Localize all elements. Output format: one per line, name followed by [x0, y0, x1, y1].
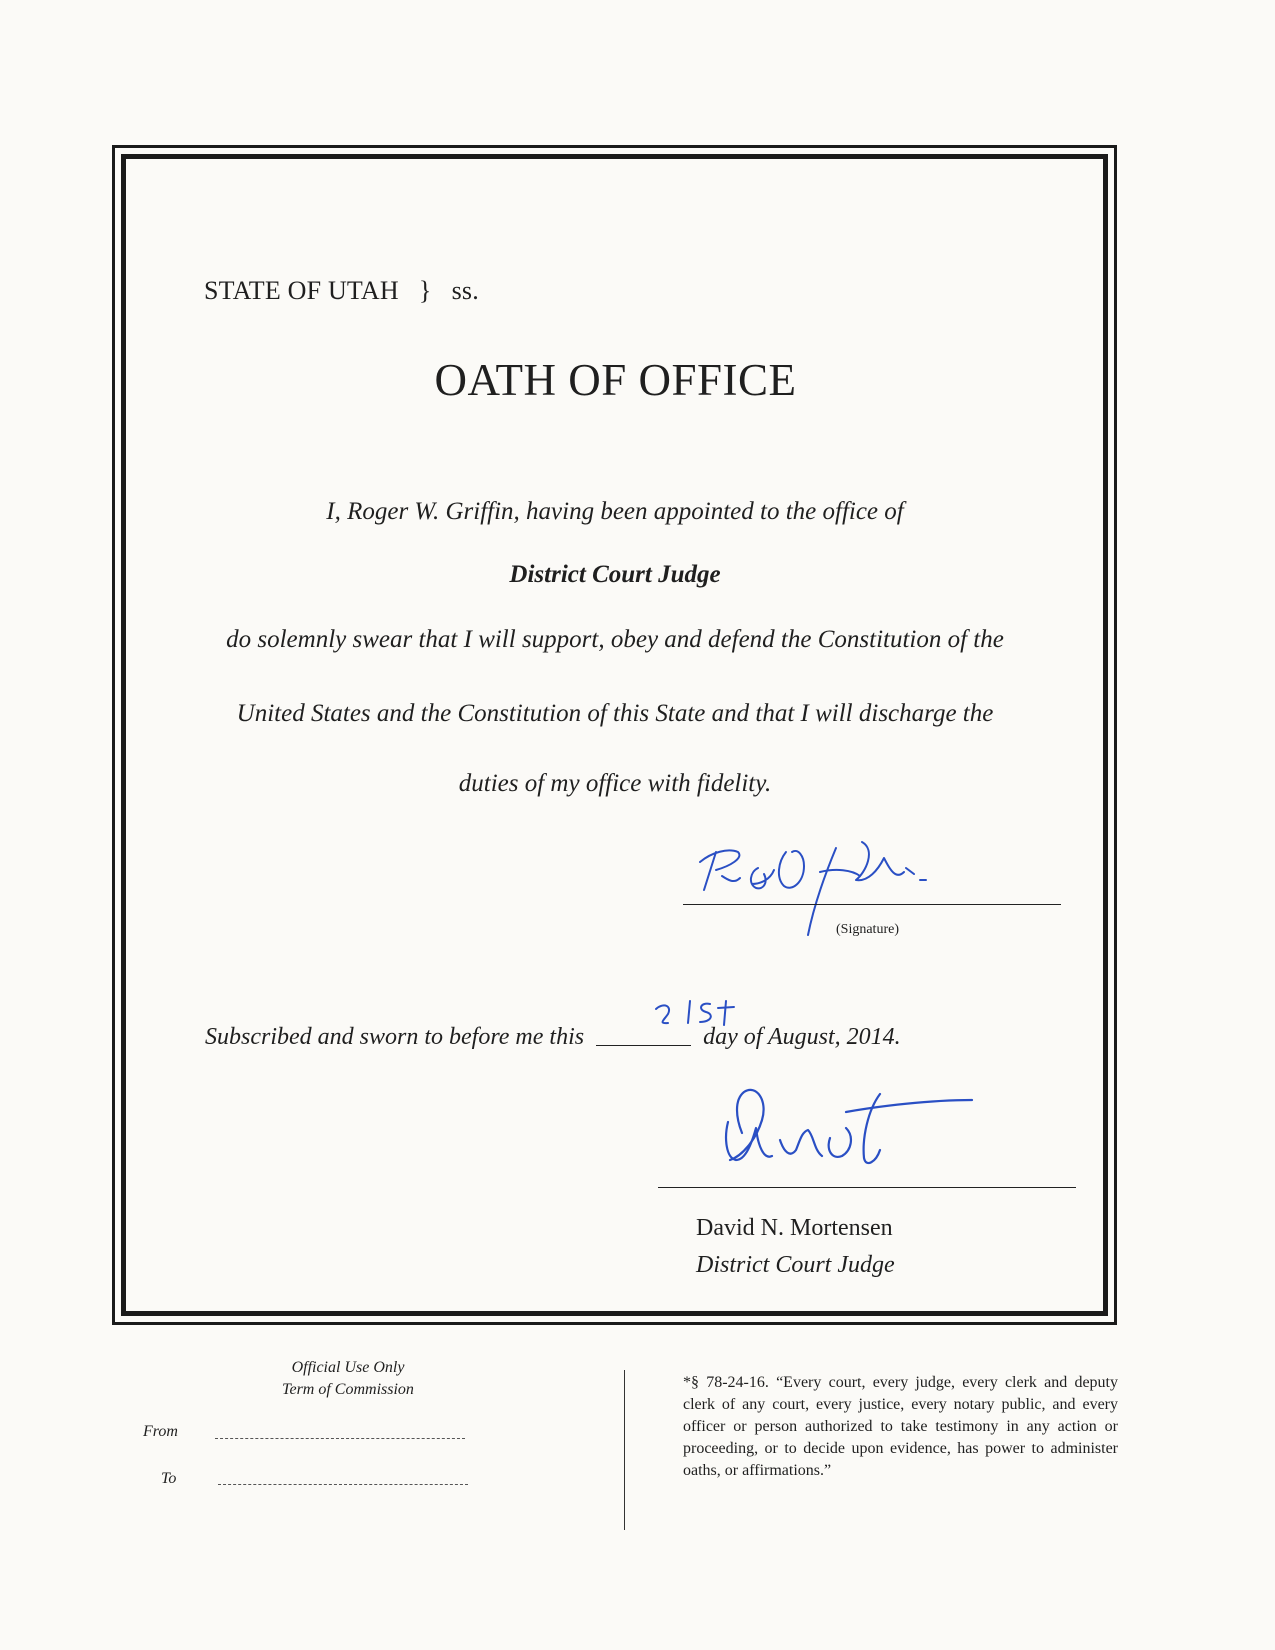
document-title: OATH OF OFFICE	[434, 355, 797, 405]
sworn-before-text: Subscribed and sworn to before me this	[205, 1024, 585, 1050]
to-label: To	[161, 1470, 177, 1487]
brace-symbol: }	[418, 276, 432, 305]
sworn-statement	[205, 1023, 901, 1051]
day-blank	[596, 1023, 691, 1046]
oath-line-5: duties of my office with fidelity.	[458, 770, 772, 797]
sworn-after-text: day of August, 2014.	[703, 1024, 901, 1050]
oath-line-3: do solemnly swear that I will support, obey and defend the Constitution of the	[226, 626, 1004, 653]
ss-abbrev: ss.	[451, 276, 479, 305]
officiant-name: David N. Mortensen	[696, 1215, 893, 1241]
state-name: STATE OF UTAH	[204, 276, 399, 305]
state-heading	[204, 276, 479, 306]
oath-line-1: I, Roger W. Griffin, having been appointed to the office of	[326, 498, 904, 525]
official-use-heading	[248, 1357, 448, 1401]
oath-line-4: United States and the Constitution of this State and that I will discharge the	[236, 700, 994, 727]
signature-caption: (Signature)	[836, 922, 899, 937]
official-use-line1: Official Use Only	[291, 1359, 405, 1376]
officiant-signature-line	[658, 1187, 1076, 1188]
from-field-line	[215, 1438, 465, 1439]
footer-divider	[624, 1370, 625, 1530]
to-field-line	[218, 1484, 468, 1485]
official-use-line2: Term of Commission	[282, 1381, 414, 1398]
statute-text: *§ 78-24-16. “Every court, every judge, every clerk and deputy clerk of any court, every justice, every notary public, and every officer or person authorized to take testimony in any action or proceeding, or to decide upon evidence, has power to administer oaths, or affirmations.”	[683, 1374, 1118, 1479]
appointee-signature-line	[683, 904, 1061, 905]
office-name: District Court Judge	[509, 561, 721, 588]
inner-border	[121, 154, 1108, 1316]
officiant-title: District Court Judge	[696, 1252, 895, 1278]
from-label: From	[143, 1423, 178, 1440]
